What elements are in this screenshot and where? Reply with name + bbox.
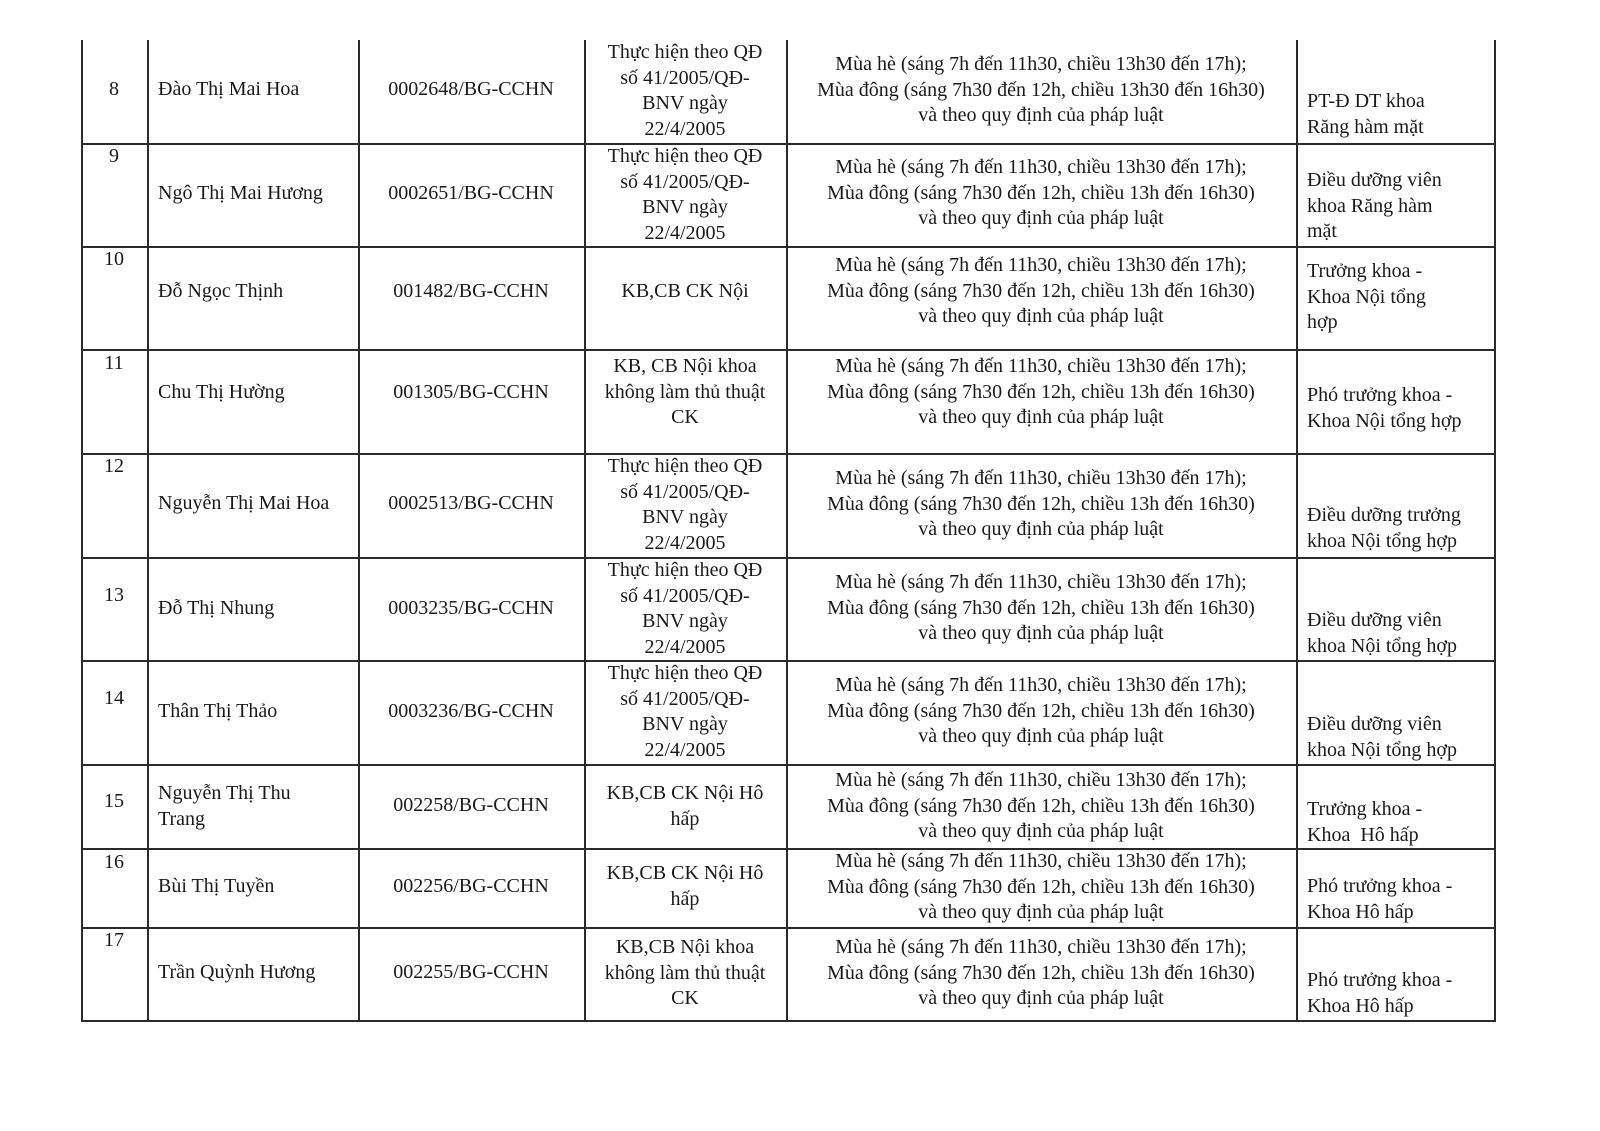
working-hours — [786, 673, 1296, 750]
job-position-line: Khoa Hô hấp — [1307, 900, 1414, 923]
working-hours-line: Mùa đông (sáng 7h30 đến 12h, chiều 13h đến 16h30) — [827, 699, 1255, 722]
practice-scope-line: hấp — [670, 887, 700, 910]
working-hours-line: và theo quy định của pháp luật — [918, 622, 1164, 644]
certificate-number: 0003236/BG-CCHN — [388, 700, 554, 722]
working-hours — [786, 155, 1296, 232]
staff-name-line: Thân Thị Thảo — [158, 700, 278, 722]
staff-name-line: Đỗ Thị Nhung — [158, 597, 275, 619]
job-position-line: Phó trưởng khoa - — [1307, 384, 1453, 406]
table-row-line — [81, 453, 1496, 455]
job-position — [1307, 259, 1492, 336]
staff-name — [158, 380, 356, 406]
job-position-line: Điều dưỡng viên — [1307, 713, 1442, 735]
certificate-number: 0002651/BG-CCHN — [388, 182, 554, 204]
table-row-line — [81, 246, 1496, 248]
row-number: 8 — [109, 78, 119, 100]
certificate-number: 002258/BG-CCHN — [393, 794, 549, 816]
row-number: 15 — [104, 790, 124, 812]
staff-name — [158, 279, 356, 305]
row-number: 17 — [104, 929, 124, 951]
practice-scope-line: Thực hiện theo QĐ — [607, 41, 763, 63]
practice-scope-line: BNV ngày — [642, 92, 728, 114]
working-hours-line: Mùa hè (sáng 7h đến 11h30, chiều 13h30 đến 17h); — [835, 571, 1247, 593]
practice-scope-line: số 41/2005/QĐ- — [620, 584, 750, 607]
staff-name — [158, 596, 356, 622]
practice-scope-line: số 41/2005/QĐ- — [620, 687, 750, 710]
row-number: 13 — [104, 584, 124, 606]
certificate-number: 002255/BG-CCHN — [393, 961, 549, 983]
practice-scope — [584, 781, 786, 832]
working-hours — [786, 354, 1296, 431]
job-position — [1307, 383, 1492, 434]
certificate-number: 001305/BG-CCHN — [393, 381, 549, 403]
working-hours-line: Mùa đông (sáng 7h30 đến 12h, chiều 13h đến 16h30) — [827, 596, 1255, 619]
working-hours — [786, 935, 1296, 1012]
practice-scope-line: Thực hiện theo QĐ — [607, 559, 763, 581]
working-hours-line: Mùa hè (sáng 7h đến 11h30, chiều 13h30 đến 17h); — [835, 467, 1247, 489]
job-position-line: Điều dưỡng viên — [1307, 169, 1442, 191]
working-hours-line: Mùa đông (sáng 7h30 đến 12h, chiều 13h đến 16h30) — [827, 279, 1255, 302]
practice-scope-line: hấp — [670, 807, 700, 830]
staff-name-line: Nguyễn Thị Thu — [158, 782, 291, 804]
practice-scope-line: không làm thủ thuật — [604, 961, 766, 984]
job-position — [1307, 503, 1492, 554]
practice-scope — [584, 40, 786, 142]
practice-scope-line: CK — [671, 406, 699, 428]
practice-scope — [584, 935, 786, 1012]
job-position-line: khoa Nội tổng hợp — [1307, 634, 1458, 657]
working-hours-line: Mùa hè (sáng 7h đến 11h30, chiều 13h30 đến 17h); — [835, 355, 1247, 377]
working-hours — [786, 466, 1296, 543]
job-position-line: Trưởng khoa - — [1307, 260, 1423, 282]
practice-scope-line: 22/4/2005 — [644, 221, 726, 244]
practice-scope-line: BNV ngày — [642, 196, 728, 218]
practice-scope — [584, 144, 786, 246]
practice-scope — [584, 354, 786, 431]
row-number: 9 — [109, 145, 119, 167]
table-column-line — [1494, 40, 1496, 1021]
working-hours — [786, 52, 1296, 129]
staff-name-line: Trang — [158, 807, 206, 830]
staff-name — [158, 181, 356, 207]
table-column-line — [147, 40, 149, 1021]
job-position-line: Khoa Hô hấp — [1307, 994, 1414, 1017]
job-position-line: Trưởng khoa - — [1307, 798, 1423, 820]
staff-name — [158, 77, 356, 103]
certificate-number: 0002513/BG-CCHN — [388, 492, 554, 514]
staff-name-line: Đào Thị Mai Hoa — [158, 78, 300, 100]
practice-scope-line: BNV ngày — [642, 506, 728, 528]
working-hours-line: Mùa đông (sáng 7h30 đến 12h, chiều 13h đến 16h30) — [827, 794, 1255, 817]
job-position-line: hợp — [1307, 311, 1338, 333]
working-hours-line: và theo quy định của pháp luật — [918, 901, 1164, 923]
working-hours-line: Mùa hè (sáng 7h đến 11h30, chiều 13h30 đến 17h); — [835, 769, 1247, 791]
practice-scope-line: Thực hiện theo QĐ — [607, 662, 763, 684]
job-position — [1307, 712, 1492, 763]
practice-scope-line: KB,CB CK Nội Hô — [606, 782, 764, 804]
job-position-line: Điều dưỡng trưởng — [1307, 504, 1461, 526]
staff-name — [158, 491, 356, 517]
table-row-line — [81, 143, 1496, 145]
practice-scope-line: KB, CB Nội khoa — [613, 355, 757, 377]
job-position — [1307, 608, 1492, 659]
working-hours-line: và theo quy định của pháp luật — [918, 518, 1164, 540]
working-hours-line: và theo quy định của pháp luật — [918, 104, 1164, 126]
table-row-line — [81, 660, 1496, 662]
job-position-line: PT-Đ DT khoa — [1307, 90, 1425, 112]
practice-scope-line: BNV ngày — [642, 713, 728, 735]
job-position — [1307, 874, 1492, 925]
practice-scope-line: 22/4/2005 — [644, 635, 726, 658]
working-hours-line: Mùa hè (sáng 7h đến 11h30, chiều 13h30 đến 17h); — [835, 850, 1247, 872]
working-hours-line: Mùa đông (sáng 7h30 đến 12h, chiều 13h đến 16h30) — [827, 875, 1255, 898]
row-number: 10 — [104, 248, 124, 270]
certificate-number: 002256/BG-CCHN — [393, 875, 549, 897]
job-position-line: Khoa Nội tổng — [1307, 285, 1426, 308]
job-position-line: khoa Nội tổng hợp — [1307, 738, 1458, 761]
job-position-line: Răng hàm mặt — [1307, 115, 1424, 138]
working-hours — [786, 849, 1296, 926]
table-column-line — [1296, 40, 1298, 1021]
practice-scope-line: KB,CB CK Nội Hô — [606, 862, 764, 884]
working-hours-line: Mùa hè (sáng 7h đến 11h30, chiều 13h30 đến 17h); — [835, 156, 1247, 178]
staff-name-line: Nguyễn Thị Mai Hoa — [158, 492, 330, 514]
practice-scope-line: 22/4/2005 — [644, 117, 726, 140]
row-number: 11 — [104, 352, 124, 374]
staff-name-line: Bùi Thị Tuyền — [158, 875, 275, 897]
working-hours — [786, 253, 1296, 330]
certificate-number: 0002648/BG-CCHN — [388, 78, 554, 100]
practice-scope-line: KB,CB Nội khoa — [615, 936, 755, 958]
job-position — [1307, 797, 1492, 848]
job-position-line: mặt — [1307, 220, 1337, 242]
staff-name — [158, 960, 356, 986]
table-row-line — [81, 1020, 1496, 1022]
job-position-line: Phó trưởng khoa - — [1307, 875, 1453, 897]
job-position — [1307, 89, 1492, 140]
practice-scope-line: KB,CB CK Nội — [621, 280, 749, 302]
table-row-line — [81, 927, 1496, 929]
practice-scope-line: 22/4/2005 — [644, 531, 726, 554]
practice-scope-line: số 41/2005/QĐ- — [620, 170, 750, 193]
practice-scope-line: CK — [671, 987, 699, 1009]
job-position-line: Khoa Nội tổng hợp — [1307, 409, 1462, 432]
job-position-line: Khoa Hô hấp — [1307, 823, 1419, 846]
working-hours-line: Mùa hè (sáng 7h đến 11h30, chiều 13h30 đến 17h); — [835, 936, 1247, 958]
working-hours-line: Mùa đông (sáng 7h30 đến 12h, chiều 13h đến 16h30) — [827, 380, 1255, 403]
staff-name-line: Đỗ Ngọc Thịnh — [158, 280, 284, 302]
table-row-line — [81, 557, 1496, 559]
practice-scope — [584, 661, 786, 763]
staff-name-line: Chu Thị Hường — [158, 381, 285, 403]
working-hours — [786, 570, 1296, 647]
working-hours-line: Mùa đông (sáng 7h30 đến 12h, chiều 13h đến 16h30) — [827, 492, 1255, 515]
practice-scope-line: Thực hiện theo QĐ — [607, 145, 763, 167]
practice-scope-line: Thực hiện theo QĐ — [607, 455, 763, 477]
job-position-line: khoa Nội tổng hợp — [1307, 529, 1458, 552]
staff-name — [158, 699, 356, 725]
practice-scope — [584, 861, 786, 912]
staff-name — [158, 781, 356, 832]
working-hours — [786, 768, 1296, 845]
working-hours-line: Mùa hè (sáng 7h đến 11h30, chiều 13h30 đến 17h); — [835, 674, 1247, 696]
working-hours-line: Mùa đông (sáng 7h30 đến 12h, chiều 13h đến 16h30) — [827, 961, 1255, 984]
practice-scope — [584, 279, 786, 305]
working-hours-line: và theo quy định của pháp luật — [918, 406, 1164, 428]
practice-scope-line: số 41/2005/QĐ- — [620, 66, 750, 89]
job-position — [1307, 968, 1492, 1019]
table-row-line — [81, 764, 1496, 766]
row-number: 12 — [104, 455, 124, 477]
staff-name-line: Trần Quỳnh Hương — [158, 961, 316, 983]
working-hours-line: và theo quy định của pháp luật — [918, 305, 1164, 327]
row-number: 16 — [104, 851, 124, 873]
practice-scope-line: BNV ngày — [642, 610, 728, 632]
working-hours-line: và theo quy định của pháp luật — [918, 207, 1164, 229]
job-position — [1307, 168, 1492, 245]
working-hours-line: Mùa hè (sáng 7h đến 11h30, chiều 13h30 đến 17h); — [835, 254, 1247, 276]
practice-scope — [584, 454, 786, 556]
working-hours-line: và theo quy định của pháp luật — [918, 987, 1164, 1009]
working-hours-line: Mùa đông (sáng 7h30 đến 12h, chiều 13h30 đến 16h30) — [817, 78, 1265, 101]
row-number: 14 — [104, 687, 124, 709]
job-position-line: khoa Răng hàm — [1307, 194, 1433, 217]
table-row-line — [81, 349, 1496, 351]
working-hours-line: Mùa hè (sáng 7h đến 11h30, chiều 13h30 đến 17h); — [835, 53, 1247, 75]
practice-scope — [584, 558, 786, 660]
staff-name-line: Ngô Thị Mai Hương — [158, 182, 323, 204]
certificate-number: 0003235/BG-CCHN — [388, 597, 554, 619]
certificate-number: 001482/BG-CCHN — [393, 280, 549, 302]
practice-scope-line: 22/4/2005 — [644, 738, 726, 761]
working-hours-line: và theo quy định của pháp luật — [918, 820, 1164, 842]
practice-scope-line: không làm thủ thuật — [604, 380, 766, 403]
working-hours-line: và theo quy định của pháp luật — [918, 725, 1164, 747]
practice-scope-line: số 41/2005/QĐ- — [620, 480, 750, 503]
job-position-line: Phó trưởng khoa - — [1307, 969, 1453, 991]
job-position-line: Điều dưỡng viên — [1307, 609, 1442, 631]
staff-name — [158, 874, 356, 900]
working-hours-line: Mùa đông (sáng 7h30 đến 12h, chiều 13h đến 16h30) — [827, 181, 1255, 204]
